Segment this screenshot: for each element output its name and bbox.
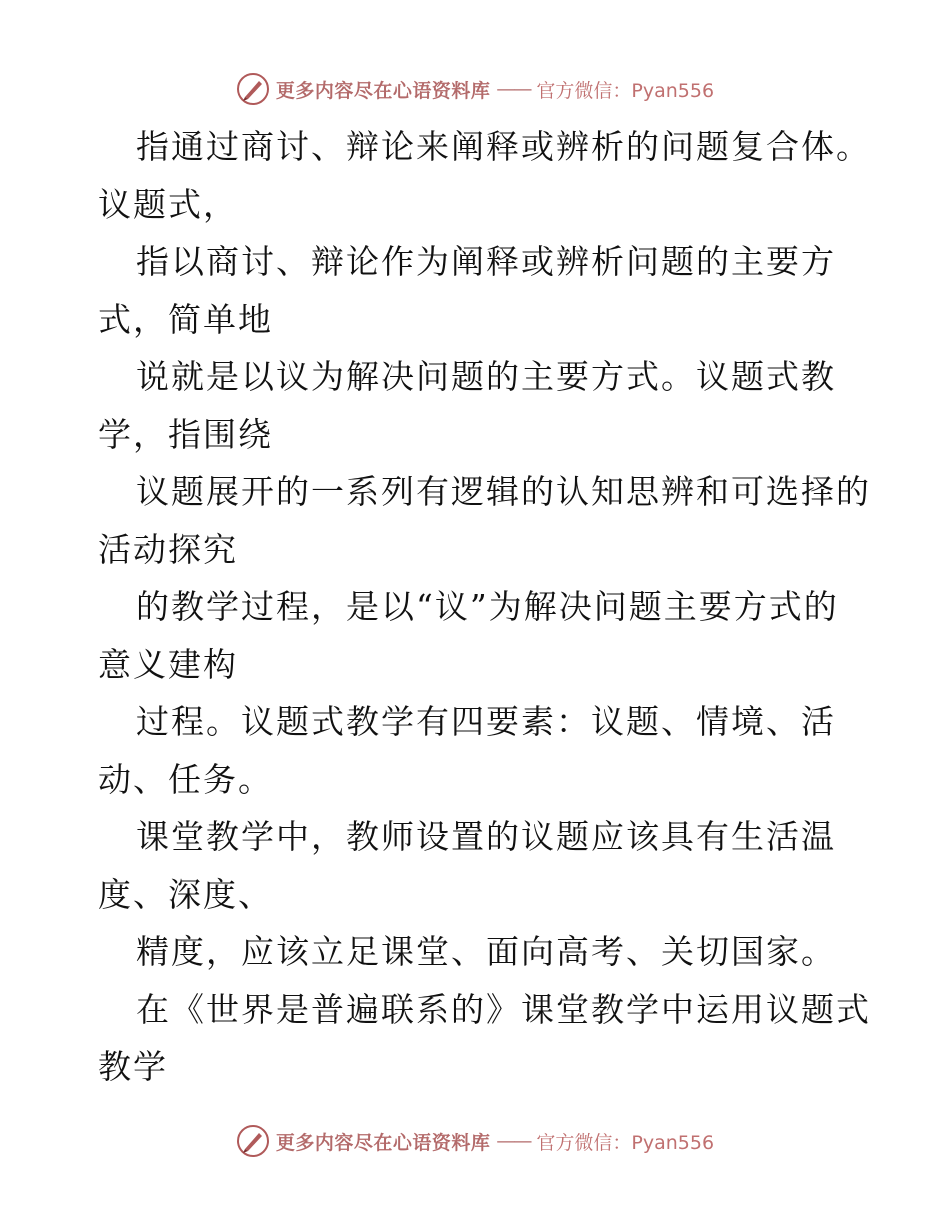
text-line: 式，简单地: [98, 299, 273, 339]
watermark-wechat-text: 官方微信：Pyan556: [536, 79, 715, 102]
text-line: 说就是以议为解决问题的主要方式。议题式教: [136, 357, 836, 396]
text-line: 指以商讨、辩论作为阐释或辨析问题的主要方: [136, 242, 836, 281]
watermark-brand-text: 更多内容尽在心语资料库: [275, 1131, 491, 1154]
text-line: 精度，应该立足课堂、面向高考、关切国家。: [136, 932, 836, 971]
quill-pen-logo-icon: [236, 72, 270, 106]
text-line: 过程。议题式教学有四要素：议题、情境、活: [136, 702, 836, 741]
footer-watermark: [0, 1124, 950, 1158]
watermark-wechat-text: 官方微信：Pyan556: [536, 1131, 715, 1154]
text-line: 议题式，: [98, 184, 238, 224]
text-line: 的教学过程，是以“议”为解决问题主要方式的: [136, 587, 839, 626]
text-line: 动、任务。: [98, 759, 273, 799]
watermark-separator: ——: [496, 78, 531, 100]
text-line: 学，指围绕: [98, 414, 273, 454]
text-line: 课堂教学中，教师设置的议题应该具有生活温: [136, 817, 836, 856]
text-line: 教学: [98, 1047, 168, 1086]
document-body: [98, 118, 871, 1096]
text-line: 指通过商讨、辩论来阐释或辨析的问题复合体。: [136, 127, 871, 166]
text-line: 在《世界是普遍联系的》课堂教学中运用议题式: [136, 989, 871, 1029]
text-line: 议题展开的一系列有逻辑的认知思辨和可选择的: [136, 472, 871, 511]
text-line: 活动探究: [98, 529, 238, 569]
header-watermark: [0, 72, 950, 106]
quill-pen-logo-icon: [236, 1124, 270, 1158]
text-line: 度、深度、: [98, 874, 273, 914]
text-line: 意义建构: [98, 644, 238, 684]
watermark-separator: ——: [496, 1130, 531, 1152]
watermark-brand-text: 更多内容尽在心语资料库: [275, 79, 491, 102]
